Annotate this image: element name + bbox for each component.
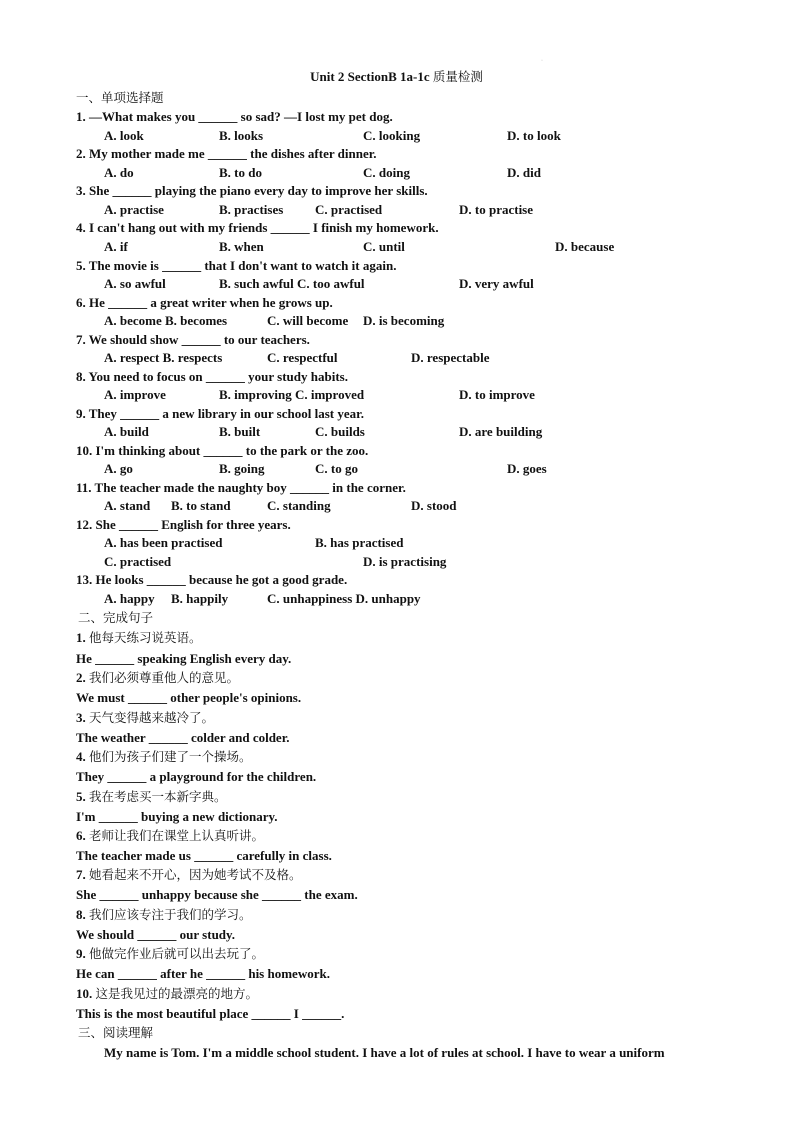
question-8-option-d: D. to improve — [459, 387, 535, 402]
sentence-1-english: He ______ speaking English every day. — [76, 651, 292, 666]
question-13-option-cd: C. unhappiness D. unhappy — [267, 591, 421, 606]
question-5-option-d: D. very awful — [459, 276, 534, 291]
question-5-option-a: A. so awful — [104, 276, 166, 291]
question-7-option-d: D. respectable — [411, 350, 490, 365]
sentence-number: 4. — [76, 749, 86, 764]
question-9-option-c: C. builds — [315, 424, 365, 439]
question-3-option-d: D. to practise — [459, 202, 534, 217]
sentence-9-prompt — [76, 946, 264, 962]
sentence-chinese: 天气变得越来越冷了。 — [89, 710, 215, 725]
question-4-option-b: B. when — [219, 239, 264, 254]
question-12-option-a: A. has been practised — [104, 535, 223, 550]
question-6-option-ab: A. become B. becomes — [104, 313, 228, 328]
sentence-9-english: He can ______ after he ______ his homework. — [76, 966, 330, 981]
sentence-4-prompt — [76, 749, 252, 765]
question-13-option-b: B. happily — [171, 591, 229, 606]
question-6-option-c: C. will become — [267, 313, 349, 328]
sentence-10-english: This is the most beautiful place ______ I ______. — [76, 1006, 345, 1021]
question-8-option-a: A. improve — [104, 387, 166, 402]
question-4-option-c: C. until — [363, 239, 405, 254]
question-4-option-a: A. if — [104, 239, 128, 254]
question-10-option-c: C. to go — [315, 461, 358, 476]
sentence-5-english: I'm ______ buying a new dictionary. — [76, 809, 278, 824]
sentence-chinese: 他们为孩子们建了一个操场。 — [89, 749, 252, 764]
sentence-7-english: She ______ unhappy because she ______ the exam. — [76, 887, 358, 902]
section-heading-reading: 三、阅读理解 — [78, 1025, 154, 1040]
title-chinese: 质量检测 — [432, 69, 483, 84]
sentence-10-prompt — [76, 986, 258, 1002]
question-5: 5. The movie is ______ that I don't want to watch it again. — [76, 258, 397, 273]
question-9: 9. They ______ a new library in our school last year. — [76, 406, 364, 421]
question-3-option-c: C. practised — [315, 202, 383, 217]
question-11-option-d: D. stood — [411, 498, 457, 513]
sentence-chinese: 老师让我们在课堂上认真听讲。 — [89, 828, 265, 843]
question-1: 1. —What makes you ______ so sad? —I lost my pet dog. — [76, 109, 393, 124]
question-1-option-a: A. look — [104, 128, 144, 143]
question-2-option-d: D. did — [507, 165, 541, 180]
question-1-option-c: C. looking — [363, 128, 421, 143]
sentence-2-prompt — [76, 670, 239, 686]
sentence-3-english: The weather ______ colder and colder. — [76, 730, 290, 745]
sentence-7-prompt — [76, 867, 302, 883]
question-12-option-b: B. has practised — [315, 535, 404, 550]
question-11-option-c: C. standing — [267, 498, 331, 513]
question-10-option-d: D. goes — [507, 461, 547, 476]
sentence-chinese: 我们必须尊重他人的意见。 — [89, 670, 240, 685]
question-6-option-d: D. is becoming — [363, 313, 445, 328]
sentence-8-english: We should ______ our study. — [76, 927, 236, 942]
question-7: 7. We should show ______ to our teachers. — [76, 332, 310, 347]
question-11-option-b: B. to stand — [171, 498, 231, 513]
sentence-chinese: 他每天练习说英语。 — [89, 630, 202, 645]
question-9-option-d: D. are building — [459, 424, 543, 439]
page-title — [0, 67, 793, 85]
question-2: 2. My mother made me ______ the dishes after dinner. — [76, 146, 377, 161]
sentence-8-prompt — [76, 907, 252, 923]
sentence-number: 5. — [76, 789, 86, 804]
sentence-2-english: We must ______ other people's opinions. — [76, 690, 302, 705]
reading-passage-first-line: My name is Tom. I'm a middle school student. I have a lot of rules at school. I have to wear a uniform — [104, 1045, 665, 1060]
sentence-6-prompt — [76, 828, 264, 844]
question-9-option-a: A. build — [104, 424, 149, 439]
corner-mark: · — [541, 58, 543, 64]
section-heading-complete-sentences: 二、完成句子 — [78, 610, 154, 625]
sentence-number: 7. — [76, 867, 86, 882]
question-12-option-c: C. practised — [104, 554, 172, 569]
title-english: Unit 2 SectionB 1a-1c — [310, 69, 430, 84]
sentence-4-english: They ______ a playground for the children. — [76, 769, 317, 784]
question-4: 4. I can't hang out with my friends ______ I finish my homework. — [76, 220, 439, 235]
question-2-option-b: B. to do — [219, 165, 262, 180]
sentence-number: 8. — [76, 907, 86, 922]
sentence-chinese: 这是我见过的最漂亮的地方。 — [95, 986, 259, 1001]
sentence-chinese: 我在考虑买一本新字典。 — [89, 789, 227, 804]
question-11: 11. The teacher made the naughty boy ______ in the corner. — [76, 480, 406, 495]
question-3-option-a: A. practise — [104, 202, 164, 217]
sentence-number: 2. — [76, 670, 86, 685]
question-3-option-b: B. practises — [219, 202, 284, 217]
question-8: 8. You need to focus on ______ your study habits. — [76, 369, 348, 384]
sentence-number: 6. — [76, 828, 86, 843]
sentence-chinese: 我们应该专注于我们的学习。 — [89, 907, 252, 922]
question-12-option-d: D. is practising — [363, 554, 447, 569]
question-10: 10. I'm thinking about ______ to the park or the zoo. — [76, 443, 369, 458]
question-6: 6. He ______ a great writer when he grows up. — [76, 295, 333, 310]
sentence-number: 1. — [76, 630, 86, 645]
question-4-option-d: D. because — [555, 239, 615, 254]
question-3: 3. She ______ playing the piano every day to improve her skills. — [76, 183, 428, 198]
question-13-option-a: A. happy — [104, 591, 155, 606]
sentence-1-prompt — [76, 630, 202, 646]
section-heading-multiple-choice: 一、单项选择题 — [76, 90, 164, 105]
question-10-option-b: B. going — [219, 461, 265, 476]
sentence-3-prompt — [76, 710, 214, 726]
question-8-option-bc: B. improving C. improved — [219, 387, 365, 402]
question-1-option-b: B. looks — [219, 128, 264, 143]
sentence-chinese: 她看起来不开心，因为她考试不及格。 — [89, 867, 302, 882]
sentence-5-prompt — [76, 789, 227, 805]
question-2-option-c: C. doing — [363, 165, 410, 180]
sentence-number: 9. — [76, 946, 86, 961]
question-13: 13. He looks ______ because he got a good grade. — [76, 572, 348, 587]
question-7-option-ab: A. respect B. respects — [104, 350, 223, 365]
question-9-option-b: B. built — [219, 424, 261, 439]
sentence-6-english: The teacher made us ______ carefully in class. — [76, 848, 332, 863]
question-12: 12. She ______ English for three years. — [76, 517, 291, 532]
question-10-option-a: A. go — [104, 461, 133, 476]
question-5-option-bc: B. such awful C. too awful — [219, 276, 365, 291]
sentence-number: 3. — [76, 710, 86, 725]
question-11-option-a: A. stand — [104, 498, 151, 513]
question-7-option-c: C. respectful — [267, 350, 338, 365]
sentence-chinese: 他做完作业后就可以出去玩了。 — [89, 946, 265, 961]
sentence-number: 10. — [76, 986, 93, 1001]
question-2-option-a: A. do — [104, 165, 134, 180]
question-1-option-d: D. to look — [507, 128, 561, 143]
